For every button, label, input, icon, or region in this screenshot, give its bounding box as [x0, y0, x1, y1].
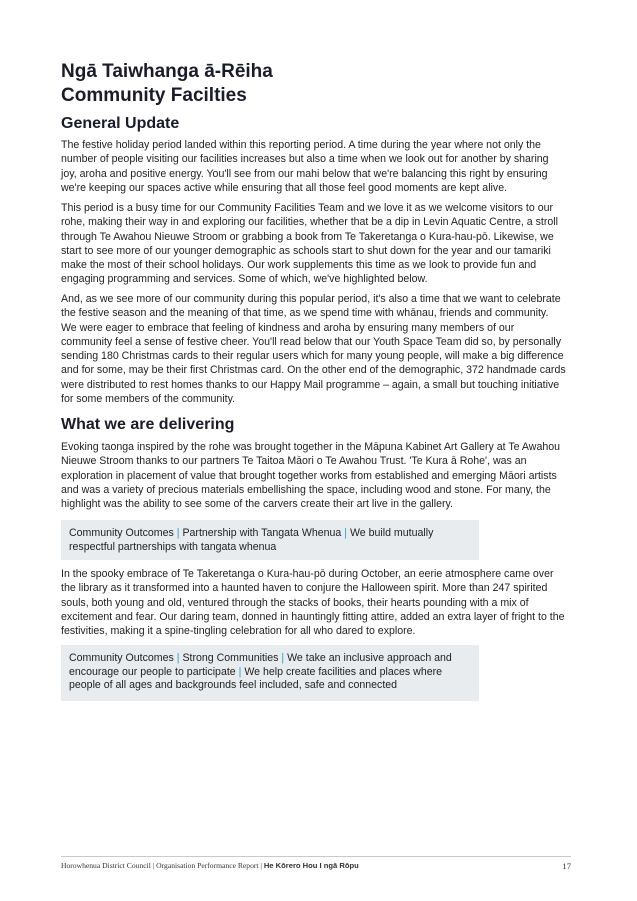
callout-outcome: Partnership with Tangata Whenua: [182, 527, 342, 539]
community-outcomes-callout-1: [61, 520, 479, 560]
callout-statement: We build mutually respectful partnerships with tangata whenua: [69, 527, 434, 553]
callout-label: Community Outcomes: [69, 652, 174, 664]
separator: |: [238, 665, 242, 678]
page-number: 17: [562, 861, 571, 871]
general-update-paragraph-2: This period is a busy time for our Community Facilities Team and we love it as we welcome visitors to our rohe, making their way in and exploring our facilities, whether that be a dip in Levin Aquatic Centre, a stroll through Te Awahou Nieuwe Stroom or grabbing a book from Te Takeretanga o Kura-hau-pō. Likewise, we start to see more of our younger demographic as schools start to shut down for the year and our tamariki make the most of their school holidays. Our work supplements this time as we look to provide fun and engaging programming and services. Some of which, we've highlighted below.: [61, 202, 559, 286]
callout-statement: We take an inclusive approach and encourage our people to participate: [69, 652, 452, 678]
community-outcomes-callout-2: [61, 645, 479, 701]
callout-outcome: Strong Communities: [182, 652, 279, 664]
callout-statement: We help create facilities and places where people of all ages and backgrounds feel included, safe and connected: [69, 665, 443, 691]
separator: |: [176, 527, 180, 539]
separator: |: [344, 527, 347, 539]
footer-report-title: He Kōrero Hou I ngā Rōpu: [263, 861, 359, 870]
footer-divider: [61, 856, 571, 857]
callout-label: Community Outcomes: [69, 527, 174, 539]
title-maori: Ngā Taiwhanga ā-Rēiha: [61, 61, 273, 82]
separator: |: [176, 652, 180, 664]
footer-org: Horowhenua District Council | Organisation Performance Report |: [61, 861, 264, 870]
page-title: [61, 60, 581, 108]
title-english: Community Facilties: [61, 85, 247, 106]
delivering-paragraph-1: Evoking taonga inspired by the rohe was brought together in the Māpuna Kabinet Art Gallery at Te Awahou Nieuwe Stroom thanks to our partners Te Taitoa Māori o Te Awahou Trust. 'Te Kura ā Rohe', was an exploration in placement of value that brought together works from established and emerging Māori artists and was a variety of precious materials embellishing the space, including wood and stone. For many, the highlight was the ability to see some of the carvers create their art live in the gallery.: [61, 441, 561, 511]
delivering-paragraph-2: In the spooky embrace of Te Takeretanga o Kura-hau-pō during October, an eerie atmosphere came over the library as it transformed into a haunted haven to conjure the Halloween spirit. More than 247 spirited souls, both young and old, ventured through the stacks of books, their hearts pounding with a mix of excitement and fear. Our daring team, donned in hauntingly fitting attire, added an extra layer of fright to the festivities, making it a spine-tingling celebration for all who dared to explore.: [61, 568, 565, 638]
general-update-paragraph-3: And, as we see more of our community during this popular period, it's also a time that we want to celebrate the festive season and the meaning of that time, as we spend time with whānau, friends and community. We were eager to embrace that feeling of kindness and aroha by ensuring many members of our community feel a sense of festive cheer. You'll read below that our Youth Space Team did so, by personally sending 180 Christmas cards to their regular users which for many young people, will make a big difference and for some, may be their first Christmas card. On the other end of the demographic, 372 handmade cards were distributed to rest homes thanks to our Happy Mail programme – again, a small but touching initiative for some members of the community.: [61, 293, 566, 406]
general-update-heading: General Update: [61, 115, 180, 132]
separator: |: [281, 652, 285, 664]
page-footer: [61, 861, 571, 870]
general-update-paragraph-1: The festive holiday period landed within this reporting period. A time during the year where not only the number of people visiting our facilities increases but also a time when we look out for another by sharing joy, aroha and positive energy. You'll see from our mahi below that we're balancing this right by ensuring we're keeping our spaces active while ensuring that all those feel good moments are kept alive.: [61, 139, 549, 194]
delivering-heading: What we are delivering: [61, 416, 235, 433]
